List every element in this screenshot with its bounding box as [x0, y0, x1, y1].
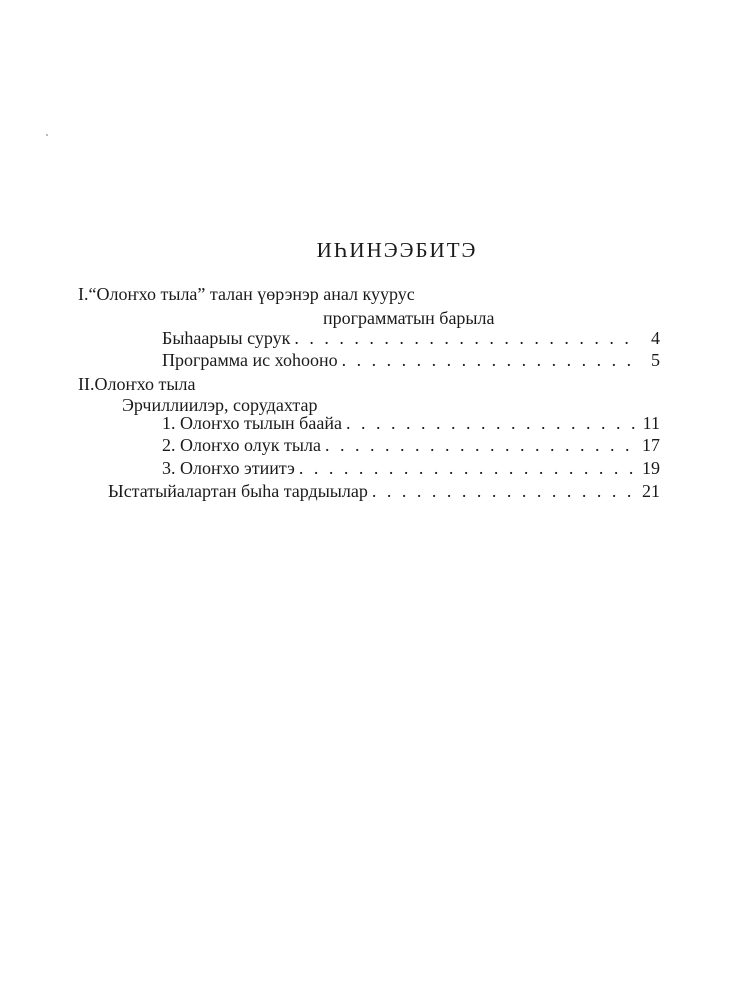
part2-heading-line1: II.Олоҥхо тыла: [78, 374, 196, 394]
toc-title: ИҺИНЭЭБИТЭ: [316, 238, 478, 262]
toc-entry-page: 11: [642, 413, 660, 433]
part2-heading-line2: Эрчиллиилэр, сорудахтар: [122, 395, 318, 415]
toc-leader-dots: [372, 480, 638, 502]
toc-entry-page: 5: [651, 350, 660, 370]
toc-entry[interactable]: [162, 327, 660, 349]
toc-entry-page: 21: [642, 481, 660, 501]
toc-entry[interactable]: [162, 412, 660, 434]
toc-entry[interactable]: [162, 434, 660, 456]
part1-heading-line1: I.“Олоҥхо тыла” талан үөрэнэр анал куурус: [78, 284, 415, 304]
scan-speck: [46, 134, 48, 136]
toc-entry[interactable]: [162, 349, 660, 371]
toc-entry-page: 19: [642, 458, 660, 478]
toc-leader-dots: [325, 434, 638, 456]
toc-entry-label: Быһаарыы сурук: [162, 328, 291, 348]
toc-entry-label: 1. Олоҥхо тылын баайа: [162, 413, 342, 433]
toc-leader-dots: [294, 327, 638, 349]
part1-heading-line2: программатын барыла: [323, 308, 495, 328]
toc-entry-label: 2. Олоҥхо олук тыла: [162, 435, 321, 455]
toc-entry[interactable]: [108, 480, 660, 502]
toc-entry-label: 3. Олоҥхо этиитэ: [162, 458, 295, 478]
toc-entry-label: Программа ис хоһооно: [162, 350, 338, 370]
toc-leader-dots: [342, 349, 638, 371]
toc-leader-dots: [299, 457, 638, 479]
toc-entry-page: 4: [651, 328, 660, 348]
toc-entry-label: Ыстатыйалартан быһа тардыылар: [108, 481, 368, 501]
toc-entry-page: 17: [642, 435, 660, 455]
toc-leader-dots: [346, 412, 638, 434]
toc-entry[interactable]: [162, 457, 660, 479]
